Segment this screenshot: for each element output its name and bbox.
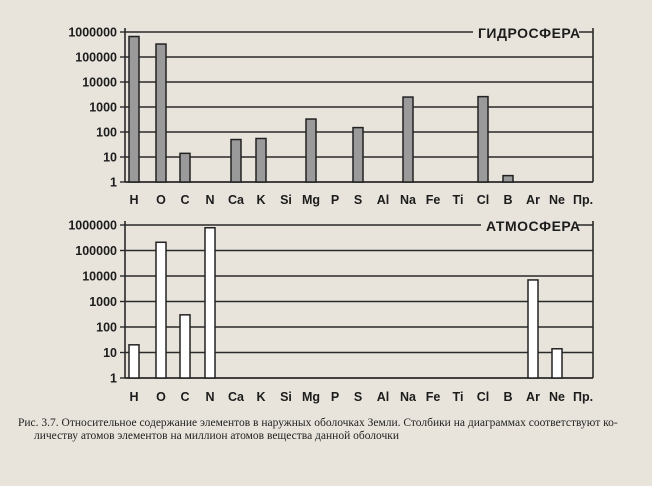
hydro-category-label: B — [503, 193, 513, 207]
atmo-category-label: P — [330, 390, 340, 404]
atmo-bar-C — [180, 315, 190, 378]
figure-caption — [18, 417, 638, 443]
hydro-bar-Mg — [306, 119, 316, 182]
atmo-category-label: Пр. — [572, 390, 594, 404]
atmo-category-label: S — [353, 390, 363, 404]
hydro-ytick-label: 100 — [96, 125, 117, 140]
atmo-category-label: Si — [280, 390, 292, 404]
hydro-bar-C — [180, 153, 190, 182]
atmo-category-label: C — [180, 390, 190, 404]
atmo-title: АТМОСФЕРА — [486, 218, 581, 234]
caption-line-2: личеству атомов элементов на миллион атомов вещества данной оболочки — [34, 430, 400, 442]
atmo-category-label: N — [205, 390, 215, 404]
hydro-bar-B — [503, 176, 513, 182]
atmosphere-chart — [68, 217, 593, 404]
atmo-ytick-label: 10 — [103, 346, 117, 360]
hydro-category-label: Пр. — [572, 193, 594, 207]
hydro-ytick-label: 1000000 — [68, 25, 117, 40]
hydro-category-label: C — [180, 193, 190, 207]
hydro-category-label: S — [353, 193, 363, 207]
hydro-category-label: H — [129, 193, 139, 207]
caption-line-1: Рис. 3.7. Относительное содержание элементов в наружных оболочках Земли. Столбики на диаграммах соответствуют ко- — [18, 417, 618, 429]
hydro-category-label: Ne — [549, 193, 565, 207]
hydro-category-label: K — [256, 193, 266, 207]
hydro-bar-K — [256, 138, 266, 182]
hydro-category-label: N — [205, 193, 215, 207]
hydro-category-label: Ca — [228, 193, 244, 207]
hydrosphere-chart — [68, 24, 593, 207]
atmo-category-label: Fe — [425, 390, 441, 404]
hydro-category-label: Ar — [526, 193, 540, 207]
hydro-ytick-label: 10000 — [82, 75, 117, 90]
atmo-bar-Ne — [552, 349, 562, 378]
hydro-category-label: Fe — [425, 193, 441, 207]
hydro-bar-S — [353, 128, 363, 182]
atmo-category-label: K — [256, 390, 266, 404]
atmo-ytick-label: 1000 — [89, 295, 117, 309]
atmo-category-label: Cl — [476, 390, 490, 404]
hydro-ytick-label: 1 — [110, 175, 117, 190]
atmo-category-label: Al — [376, 390, 390, 404]
hydro-bar-O — [156, 44, 166, 182]
hydro-category-label: Ti — [452, 193, 464, 207]
atmo-category-label: B — [503, 390, 513, 404]
hydro-category-label: P — [330, 193, 340, 207]
hydro-category-label: Cl — [476, 193, 490, 207]
hydro-category-label: O — [156, 193, 166, 207]
hydro-bar-Cl — [478, 97, 488, 182]
hydro-category-label: Al — [376, 193, 390, 207]
atmo-ytick-label: 1 — [110, 371, 117, 386]
hydro-title: ГИДРОСФЕРА — [478, 25, 581, 41]
atmo-bar-N — [205, 228, 215, 378]
hydro-category-label: Mg — [301, 193, 321, 207]
atmo-bar-H — [129, 345, 139, 378]
atmo-category-label: H — [129, 390, 139, 404]
hydro-ytick-label: 10 — [103, 150, 117, 165]
atmo-category-label: Na — [400, 390, 416, 404]
hydro-category-label: Si — [280, 193, 292, 207]
atmo-category-label: Ca — [228, 390, 244, 404]
atmo-bar-Ar — [528, 280, 538, 378]
hydro-ytick-label: 1000 — [89, 100, 117, 115]
hydro-bar-H — [129, 37, 139, 182]
atmo-ytick-label: 1000000 — [68, 218, 117, 233]
atmo-category-label: Ar — [526, 390, 540, 404]
atmo-ytick-label: 10000 — [82, 269, 117, 284]
hydro-ytick-label: 100000 — [75, 50, 117, 65]
atmo-ytick-label: 100000 — [75, 244, 117, 258]
atmo-category-label: O — [156, 390, 166, 404]
hydro-category-label: Na — [400, 193, 416, 207]
atmo-bar-O — [156, 242, 166, 378]
atmo-category-label: Mg — [301, 390, 321, 404]
atmo-category-label: Ne — [549, 390, 565, 404]
hydro-bar-Na — [403, 97, 413, 182]
atmo-ytick-label: 100 — [96, 320, 117, 335]
hydro-bar-Ca — [231, 140, 241, 182]
atmo-category-label: Ti — [452, 390, 464, 404]
